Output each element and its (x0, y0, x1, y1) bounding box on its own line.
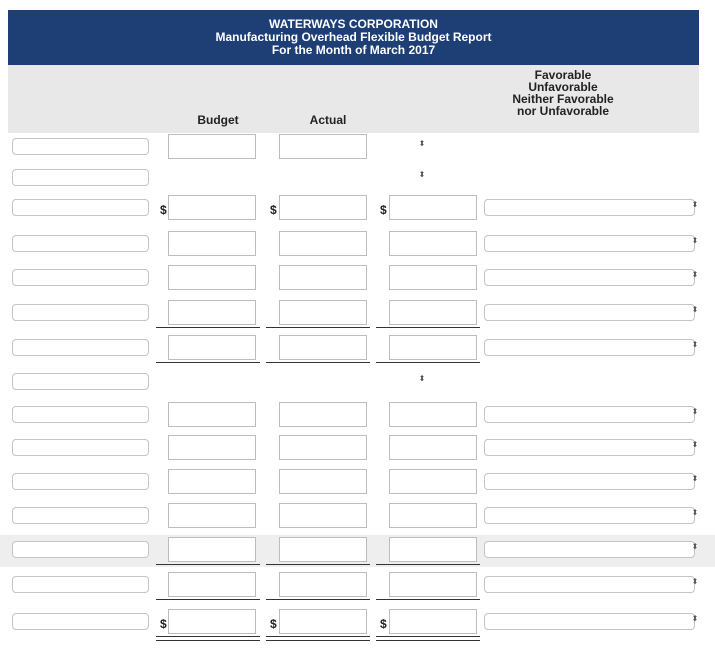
report-row (0, 333, 715, 365)
actual-input[interactable] (279, 265, 367, 290)
account-select[interactable] (12, 576, 149, 593)
budget-input[interactable] (168, 134, 256, 159)
report-title: Manufacturing Overhead Flexible Budget Report (215, 30, 492, 44)
account-select[interactable] (12, 169, 149, 186)
single-underline (266, 599, 370, 600)
report-row (0, 501, 715, 533)
budget-input[interactable] (168, 300, 256, 325)
actual-input[interactable] (279, 537, 367, 562)
select-arrows-icon: ⬍ (418, 374, 426, 383)
report-row (0, 400, 715, 432)
favorability-select[interactable] (484, 473, 695, 490)
report-row (0, 367, 715, 399)
single-underline (156, 564, 260, 565)
actual-input[interactable] (279, 231, 367, 256)
favorability-select[interactable] (484, 269, 695, 286)
fav-header-line4: nor Unfavorable (516, 104, 609, 118)
favorability-select[interactable] (484, 235, 695, 252)
account-select[interactable] (12, 235, 149, 252)
actual-input[interactable] (279, 195, 367, 220)
budget-input[interactable] (168, 537, 256, 562)
actual-input[interactable] (279, 469, 367, 494)
select-arrows-icon: ⬍ (691, 340, 699, 349)
favorability-select[interactable] (484, 339, 695, 356)
difference-input[interactable] (389, 572, 477, 597)
single-underline (376, 362, 480, 363)
favorability-column-header (463, 69, 663, 117)
account-select[interactable] (12, 339, 149, 356)
double-underline (156, 636, 260, 641)
single-underline (266, 362, 370, 363)
favorability-select[interactable] (484, 406, 695, 423)
budget-input[interactable] (168, 503, 256, 528)
select-arrows-icon: ⬍ (691, 614, 699, 623)
currency-symbol: $ (380, 203, 387, 217)
difference-input[interactable] (389, 609, 477, 634)
favorability-select[interactable] (484, 613, 695, 630)
single-underline (376, 599, 480, 600)
single-underline (156, 362, 260, 363)
select-arrows-icon: ⬍ (691, 236, 699, 245)
actual-input[interactable] (279, 503, 367, 528)
account-select[interactable] (12, 406, 149, 423)
difference-input[interactable] (389, 335, 477, 360)
fav-header-line1: Favorable (534, 68, 592, 82)
report-row (0, 535, 715, 567)
account-select[interactable] (12, 199, 149, 216)
select-arrows-icon: ⬍ (691, 407, 699, 416)
favorability-select[interactable] (484, 541, 695, 558)
difference-input[interactable] (389, 402, 477, 427)
actual-input[interactable] (279, 572, 367, 597)
difference-input[interactable] (389, 265, 477, 290)
difference-input[interactable] (389, 231, 477, 256)
single-underline (376, 327, 480, 328)
difference-input[interactable] (389, 537, 477, 562)
report-row (0, 263, 715, 295)
fav-header-line2: Unfavorable (528, 80, 598, 94)
select-arrows-icon: ⬍ (691, 474, 699, 483)
budget-input[interactable] (168, 469, 256, 494)
double-underline (266, 636, 370, 641)
difference-input[interactable] (389, 469, 477, 494)
budget-column-header: Budget (197, 113, 239, 127)
report-row (0, 607, 715, 639)
budget-input[interactable] (168, 195, 256, 220)
select-arrows-icon: ⬍ (691, 305, 699, 314)
report-row (0, 467, 715, 499)
account-select[interactable] (12, 269, 149, 286)
favorability-select[interactable] (484, 507, 695, 524)
favorability-select[interactable] (484, 439, 695, 456)
select-arrows-icon: ⬍ (691, 542, 699, 551)
report-period: For the Month of March 2017 (271, 43, 436, 57)
fav-header-line3: Neither Favorable (512, 92, 614, 106)
report-row (0, 193, 715, 225)
actual-input[interactable] (279, 335, 367, 360)
actual-input[interactable] (279, 300, 367, 325)
account-select[interactable] (12, 507, 149, 524)
single-underline (266, 564, 370, 565)
report-row (0, 132, 715, 164)
double-underline (376, 636, 480, 641)
actual-input[interactable] (279, 435, 367, 460)
single-underline (266, 327, 370, 328)
budget-input[interactable] (168, 335, 256, 360)
budget-input[interactable] (168, 609, 256, 634)
account-select[interactable] (12, 473, 149, 490)
currency-symbol: $ (270, 203, 277, 217)
actual-input[interactable] (279, 609, 367, 634)
select-arrows-icon: ⬍ (418, 139, 426, 148)
account-select[interactable] (12, 439, 149, 456)
favorability-select[interactable] (484, 576, 695, 593)
budget-input[interactable] (168, 435, 256, 460)
difference-input[interactable] (389, 435, 477, 460)
currency-symbol: $ (160, 203, 167, 217)
currency-symbol: $ (380, 617, 387, 631)
difference-input[interactable] (389, 300, 477, 325)
select-arrows-icon: ⬍ (691, 200, 699, 209)
account-select[interactable] (12, 304, 149, 321)
account-select[interactable] (12, 541, 149, 558)
account-select[interactable] (12, 613, 149, 630)
actual-input[interactable] (279, 134, 367, 159)
actual-input[interactable] (279, 402, 367, 427)
budget-input[interactable] (168, 265, 256, 290)
single-underline (156, 599, 260, 600)
currency-symbol: $ (160, 617, 167, 631)
select-arrows-icon: ⬍ (418, 170, 426, 179)
single-underline (376, 564, 480, 565)
select-arrows-icon: ⬍ (691, 270, 699, 279)
difference-input[interactable] (389, 195, 477, 220)
budget-input[interactable] (168, 572, 256, 597)
report-header (8, 10, 699, 65)
select-arrows-icon: ⬍ (691, 440, 699, 449)
select-arrows-icon: ⬍ (691, 508, 699, 517)
report-row (0, 229, 715, 261)
report-row (0, 433, 715, 465)
select-arrows-icon: ⬍ (691, 577, 699, 586)
company-name: WATERWAYS CORPORATION (269, 17, 438, 31)
currency-symbol: $ (270, 617, 277, 631)
account-select[interactable] (12, 373, 149, 390)
column-header-bar (8, 65, 699, 133)
account-select[interactable] (12, 138, 149, 155)
budget-input[interactable] (168, 231, 256, 256)
favorability-select[interactable] (484, 199, 695, 216)
actual-column-header: Actual (309, 113, 347, 127)
report-row (0, 298, 715, 330)
report-row (0, 163, 715, 195)
report-row (0, 570, 715, 602)
favorability-select[interactable] (484, 304, 695, 321)
single-underline (156, 327, 260, 328)
difference-input[interactable] (389, 503, 477, 528)
budget-input[interactable] (168, 402, 256, 427)
